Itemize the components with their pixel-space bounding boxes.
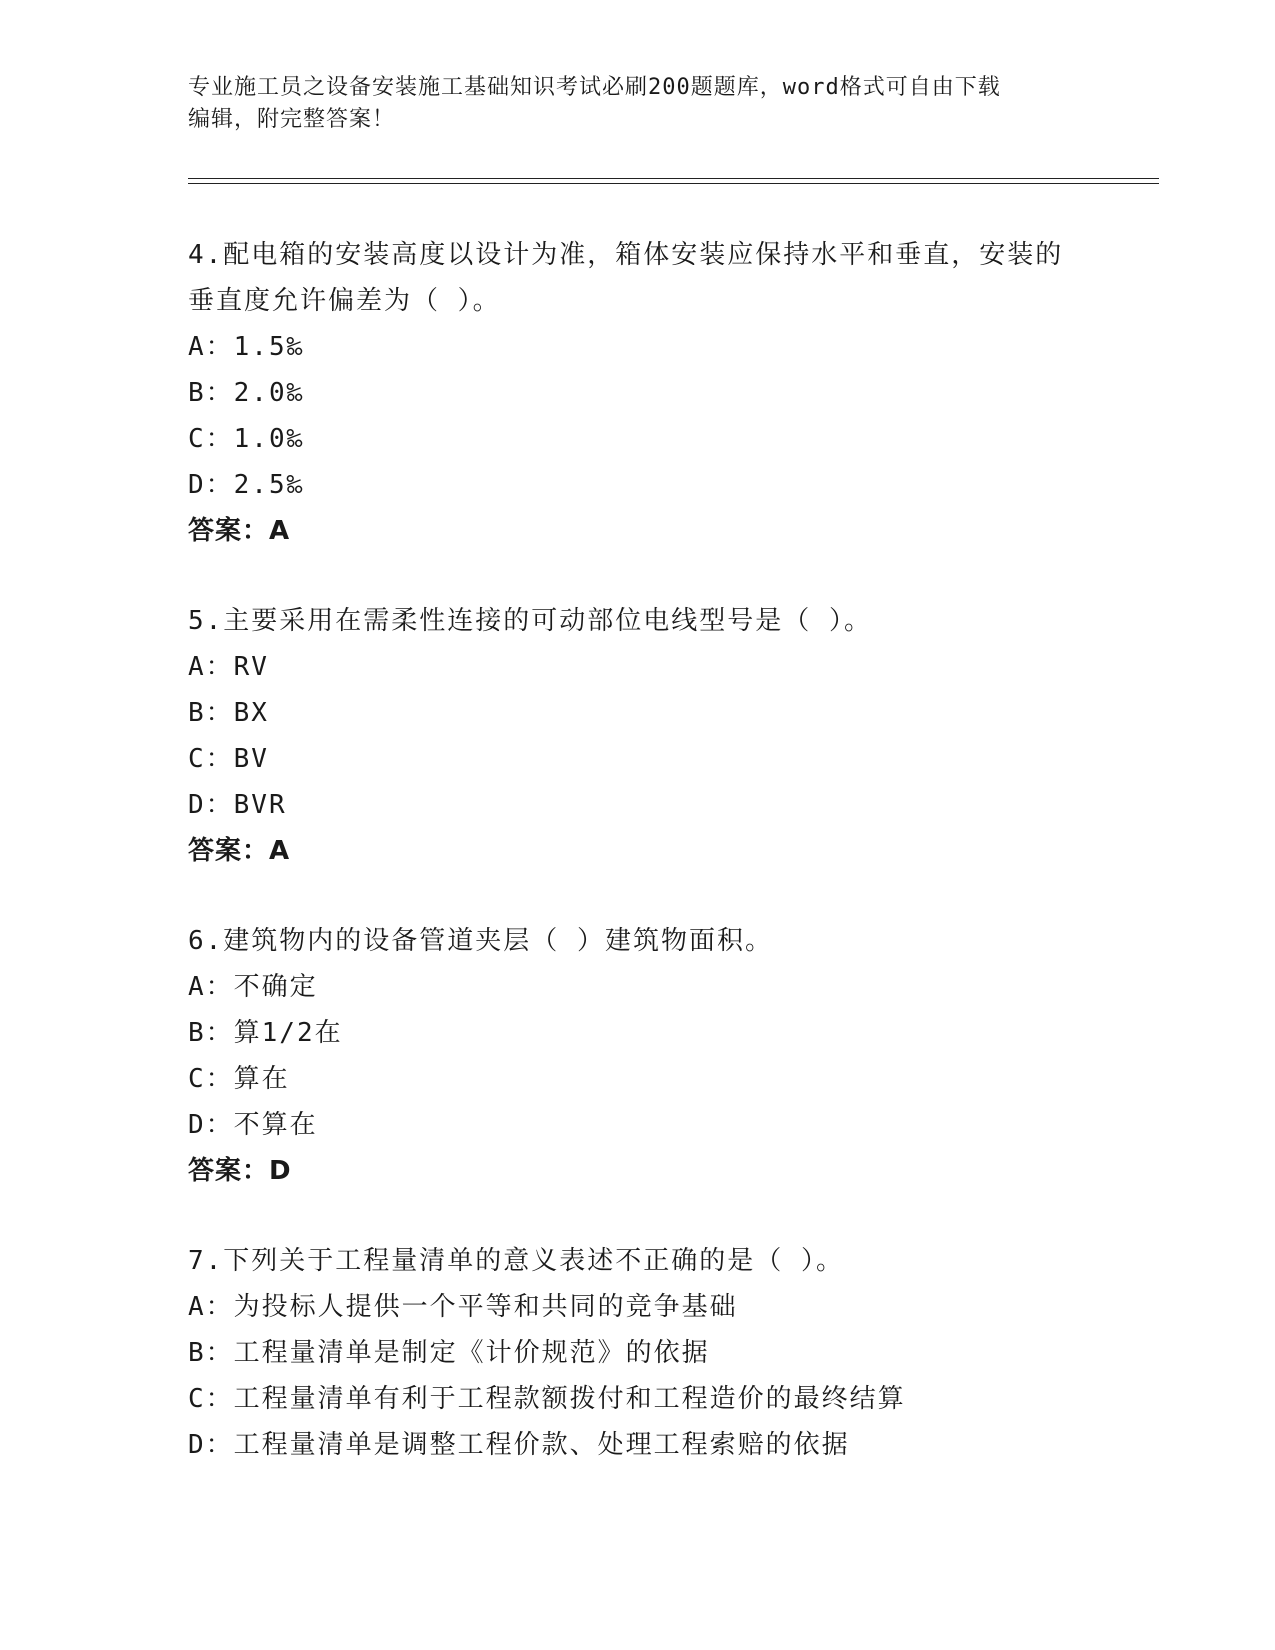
option-c: C：BV [188, 744, 269, 774]
question-stem: 4.配电箱的安装高度以设计为准，箱体安装应保持水平和垂直，安装的垂直度允许偏差为（ ）。 [188, 240, 1064, 316]
answer-line: 答案：D [188, 1156, 292, 1186]
option-a: A：1.5‰ [188, 332, 305, 362]
question-6 [188, 918, 1168, 1194]
option-b: B：BX [188, 698, 269, 728]
option-a: A：为投标人提供一个平等和共同的竞争基础 [188, 1292, 738, 1322]
option-d: D：工程量清单是调整工程价款、处理工程索赔的依据 [188, 1430, 850, 1460]
option-b: B：工程量清单是制定《计价规范》的依据 [188, 1338, 710, 1368]
question-stem: 6.建筑物内的设备管道夹层（ ）建筑物面积。 [188, 926, 773, 956]
option-c: C：1.0‰ [188, 424, 305, 454]
header-title-line-1: 专业施工员之设备安装施工基础知识考试必刷200题题库，word格式可自由下载 [188, 75, 1001, 100]
option-c: C：工程量清单有利于工程款额拨付和工程造价的最终结算 [188, 1384, 906, 1414]
question-stem: 5.主要采用在需柔性连接的可动部位电线型号是（ ）。 [188, 606, 872, 636]
option-d: D：不算在 [188, 1110, 318, 1140]
header-divider-bottom [188, 183, 1159, 184]
header-title-line-2: 编辑，附完整答案！ [188, 107, 396, 132]
question-5 [188, 598, 1168, 874]
header-divider-top [188, 178, 1159, 179]
question-7 [188, 1238, 1168, 1468]
question-list [188, 232, 1168, 1512]
option-a: A：RV [188, 652, 269, 682]
option-b: B：2.0‰ [188, 378, 305, 408]
option-b: B：算1/2在 [188, 1018, 343, 1048]
answer-line: 答案：A [188, 516, 291, 546]
document-header [188, 72, 1088, 136]
option-d: D：BVR [188, 790, 287, 820]
option-d: D：2.5‰ [188, 470, 305, 500]
option-a: A：不确定 [188, 972, 318, 1002]
option-c: C：算在 [188, 1064, 290, 1094]
question-stem: 7.下列关于工程量清单的意义表述不正确的是（ ）。 [188, 1246, 844, 1276]
answer-line: 答案：A [188, 836, 291, 866]
question-4 [188, 232, 1168, 554]
